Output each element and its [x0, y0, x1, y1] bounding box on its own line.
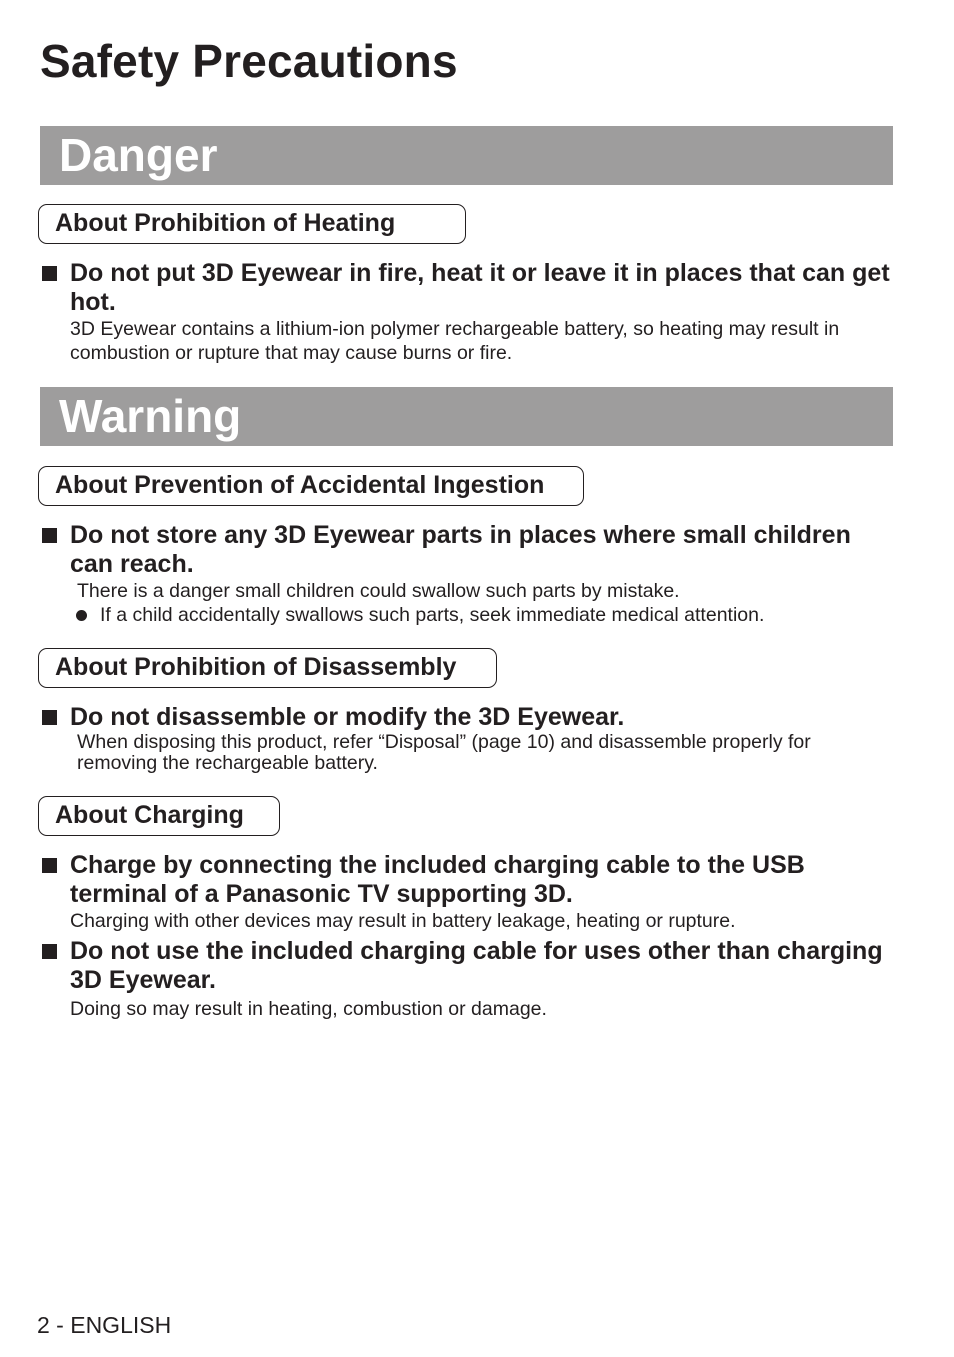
- charging-precaution-2: [40, 937, 895, 1021]
- precaution-heading-text: Charge by connecting the included charging cable to the USB terminal of a Panasonic TV supporting 3D.: [70, 851, 805, 908]
- precaution-body: There is a danger small children could swallow such parts by mistake.: [77, 580, 680, 602]
- square-bullet-icon: [42, 944, 57, 959]
- charging-section-heading: About Charging: [38, 796, 280, 836]
- heating-section-heading: About Prohibition of Heating: [38, 204, 466, 244]
- disassembly-precaution: [40, 703, 895, 774]
- page-title: Safety Precautions: [40, 35, 458, 87]
- round-bullet-icon: [76, 610, 87, 621]
- ingestion-precaution: [40, 521, 895, 627]
- precaution-heading-text: Do not store any 3D Eyewear parts in places where small children can reach.: [70, 521, 851, 578]
- page-footer: 2 - ENGLISH: [37, 1312, 172, 1338]
- square-bullet-icon: [42, 266, 57, 281]
- square-bullet-icon: [42, 858, 57, 873]
- heating-precaution: [40, 259, 895, 365]
- precaution-bullet: [40, 603, 895, 627]
- precaution-heading: [40, 259, 895, 317]
- precaution-body: Charging with other devices may result in battery leakage, heating or rupture.: [70, 910, 736, 932]
- precaution-body: Doing so may result in heating, combustion or damage.: [70, 998, 547, 1020]
- precaution-body: When disposing this product, refer “Disposal” (page 10) and disassemble properly for removing the rechargeable battery.: [77, 731, 811, 774]
- ingestion-section-heading: About Prevention of Accidental Ingestion: [38, 466, 584, 506]
- precaution-heading: [40, 703, 895, 732]
- precaution-bullet-text: If a child accidentally swallows such parts, seek immediate medical attention.: [100, 604, 765, 626]
- square-bullet-icon: [42, 710, 57, 725]
- warning-banner: Warning: [40, 387, 893, 446]
- danger-banner: Danger: [40, 126, 893, 185]
- precaution-body: 3D Eyewear contains a lithium-ion polymer rechargeable battery, so heating may result in combustion or rupture that may cause burns or fire.: [70, 318, 840, 364]
- precaution-heading: [40, 521, 895, 579]
- precaution-heading-text: Do not disassemble or modify the 3D Eyewear.: [70, 703, 625, 731]
- precaution-heading: [40, 851, 895, 909]
- disassembly-section-heading: About Prohibition of Disassembly: [38, 648, 497, 688]
- charging-precaution-1: [40, 851, 895, 933]
- precaution-heading-text: Do not put 3D Eyewear in fire, heat it or leave it in places that can get hot.: [70, 259, 890, 316]
- precaution-heading: [40, 937, 895, 995]
- precaution-heading-text: Do not use the included charging cable for uses other than charging 3D Eyewear.: [70, 937, 883, 994]
- square-bullet-icon: [42, 528, 57, 543]
